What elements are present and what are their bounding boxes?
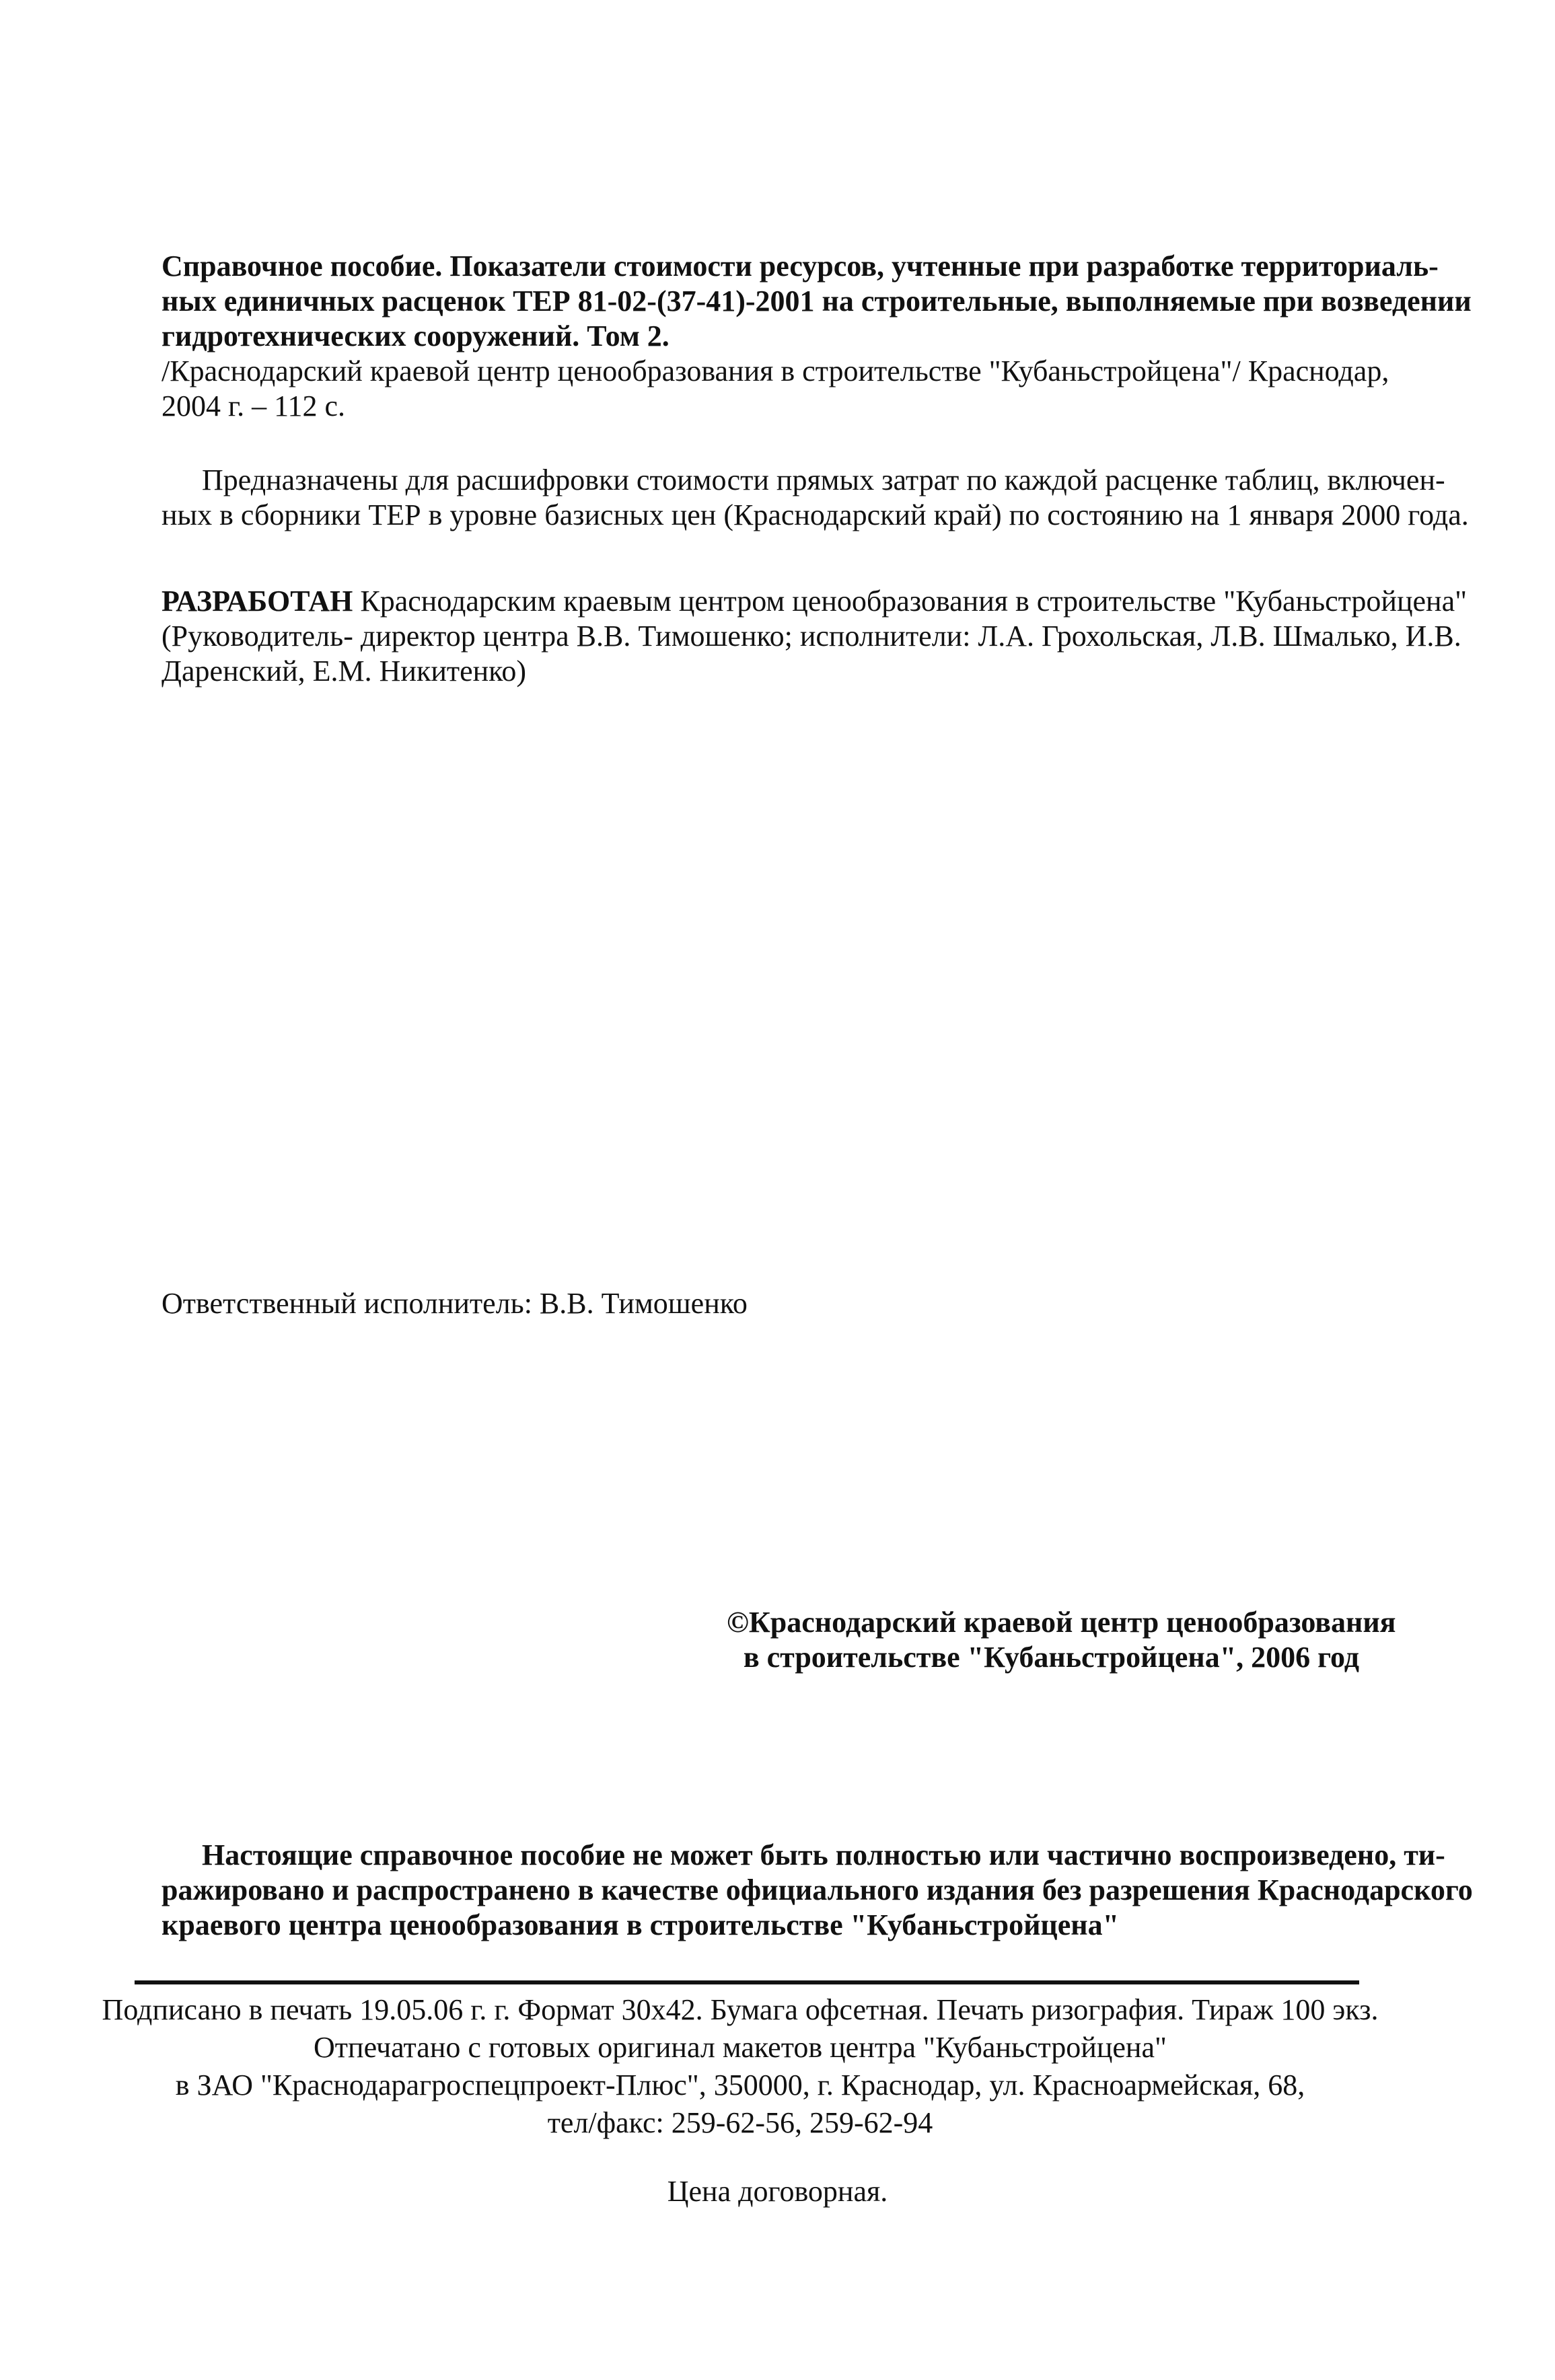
imprint-divider xyxy=(135,1980,1359,1984)
biblio-line-2: ных единичных расценок ТЕР 81-02-(37-41)-2001 на строительные, выполняемые при возведении xyxy=(161,285,1472,318)
developer-line-1 xyxy=(161,584,1468,619)
developer-label: РАЗРАБОТАН xyxy=(161,585,353,618)
imprint-line-4: тел/факс: 259-62-56, 259-62-94 xyxy=(547,2106,933,2139)
notice-line-3: краевого центра ценообразования в строительстве "Кубаньстройцена" xyxy=(161,1908,1120,1941)
copyright-line-2: в строительстве "Кубаньстройцена", 2006 год xyxy=(743,1641,1359,1674)
copyright-line-1: ©Краснодарский краевой центр ценообразования xyxy=(727,1606,1396,1639)
purpose-line-2: ных в сборники ТЕР в уровне базисных цен (Краснодарский край) по состоянию на 1 января 2000 года. xyxy=(161,498,1469,531)
developer-line-3: Даренский, Е.М. Никитенко) xyxy=(161,655,526,687)
copyright-notice xyxy=(727,1605,1396,1675)
imprint-block xyxy=(101,1991,1379,2142)
notice-line-2: ражировано и распространено в качестве официального издания без разрешения Краснодарского xyxy=(161,1873,1473,1906)
imprint-line-3: в ЗАО "Краснодарагроспецпроект-Плюс", 350000, г. Краснодар, ул. Красноармейская, 68, xyxy=(175,2069,1305,2102)
bibliographic-description xyxy=(161,249,1472,424)
developer-paragraph xyxy=(161,584,1468,689)
developer-line-1-text: Краснодарским краевым центром ценообразования в строительстве "Кубаньстройцена" xyxy=(353,585,1468,618)
imprint-line-1: Подписано в печать 19.05.06 г. г. Формат 30x42. Бумага офсетная. Печать ризография. Тираж 100 экз. xyxy=(102,1993,1379,2026)
responsible-executor: Ответственный исполнитель: В.В. Тимошенко xyxy=(161,1287,748,1320)
purpose-paragraph xyxy=(161,463,1469,533)
purpose-line-1: Предназначены для расшифровки стоимости прямых затрат по каждой расценке таблиц, включен- xyxy=(202,463,1445,496)
biblio-line-4: /Краснодарский краевой центр ценообразования в строительстве "Кубаньстройцена"/ Краснодар, xyxy=(161,355,1389,387)
biblio-line-3: гидротехнических сооружений. Том 2. xyxy=(161,320,670,352)
reproduction-notice xyxy=(161,1838,1473,1943)
imprint-line-2: Отпечатано с готовых оригинал макетов центра "Кубаньстройцена" xyxy=(314,2031,1167,2064)
developer-line-2: (Руководитель- директор центра В.В. Тимошенко; исполнители: Л.А. Грохольская, Л.В. Шмалько, И.В. xyxy=(161,620,1461,653)
biblio-line-5: 2004 г. – 112 с. xyxy=(161,389,345,422)
biblio-line-1: Справочное пособие. Показатели стоимости ресурсов, учтенные при разработке территориаль- xyxy=(161,250,1439,283)
notice-line-1: Настоящие справочное пособие не может быть полностью или частично воспроизведено, ти- xyxy=(202,1838,1445,1871)
price-note: Цена договорная. xyxy=(667,2175,888,2208)
